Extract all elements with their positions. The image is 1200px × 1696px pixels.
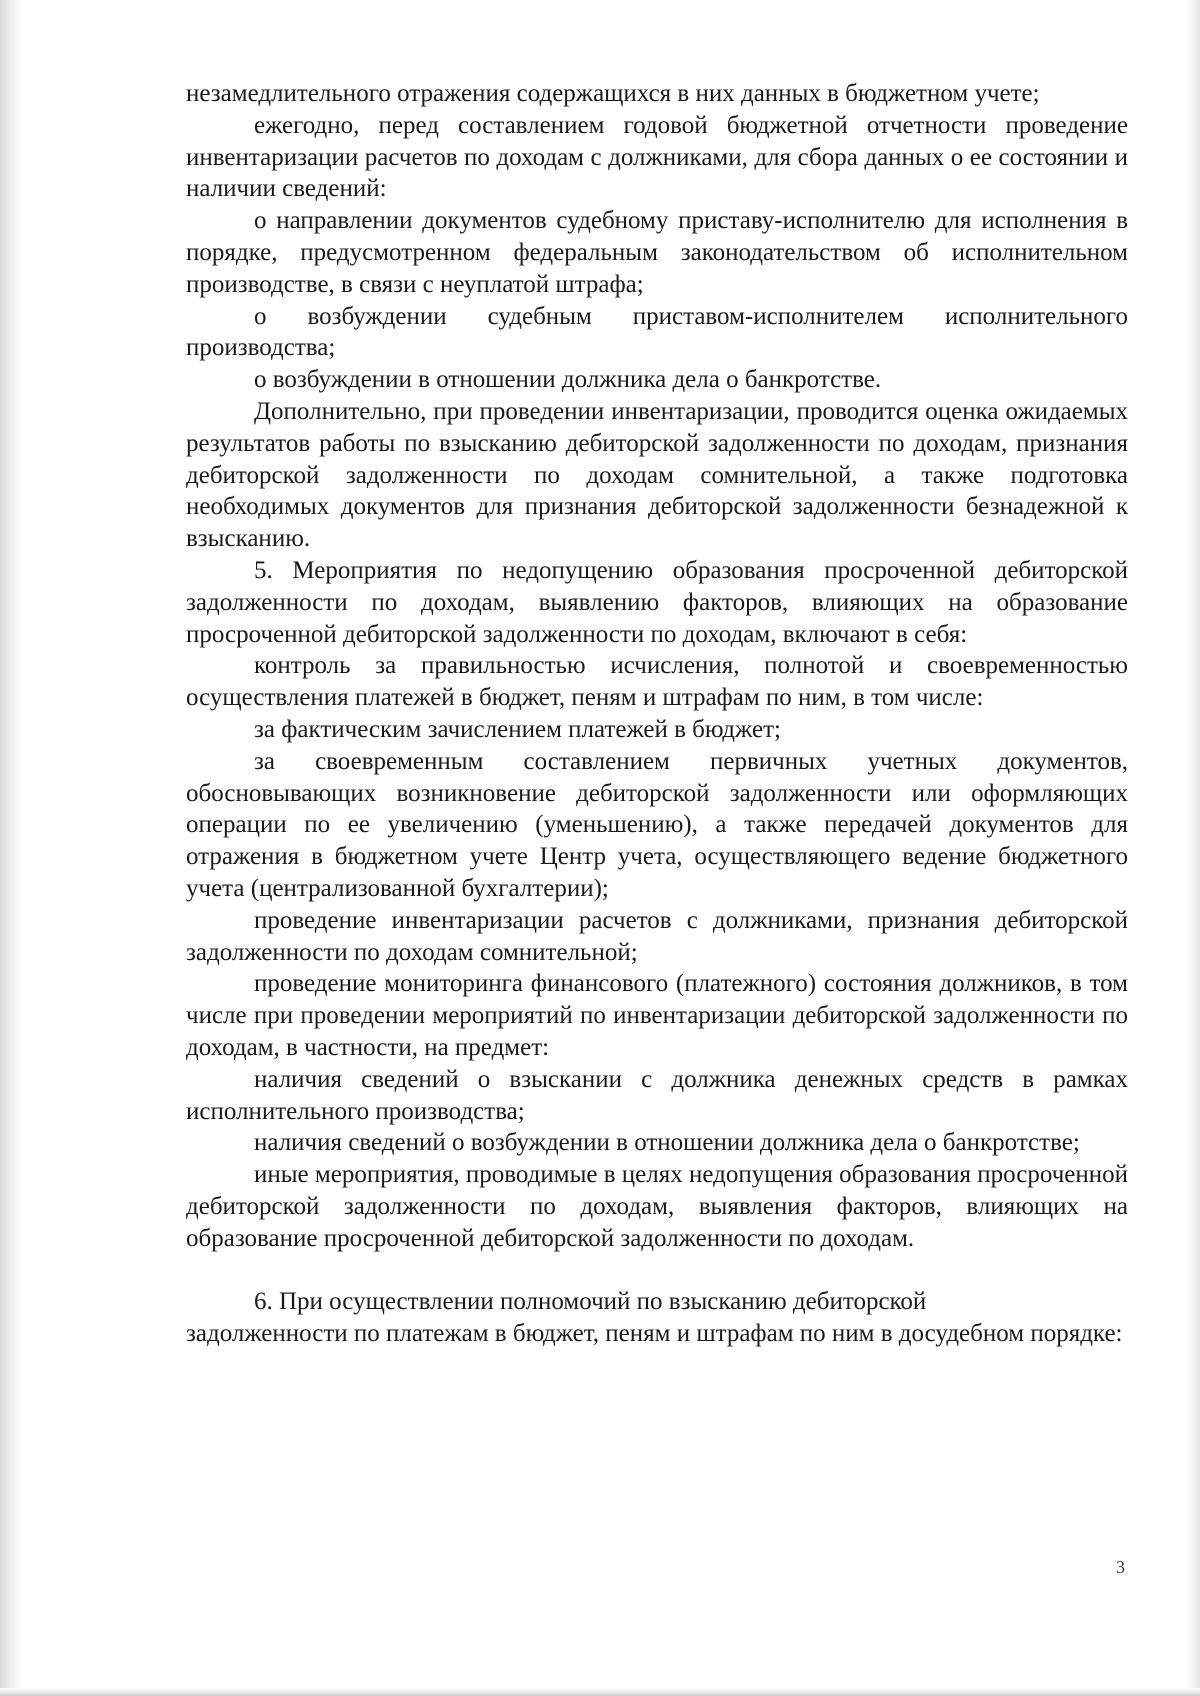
paragraph-13: наличия сведений о взыскании с должника денежных средств в рамках исполнительного производства; [186,1065,1128,1125]
paragraph-9: за фактическим зачислением платежей в бюджет; [254,715,781,743]
paragraph-17: задолженности по платежам в бюджет, пеням и штрафам по ним в досудебном порядке: [186,1320,1123,1348]
paragraph-6: Дополнительно, при проведении инвентаризации, проводится оценка ожидаемых результатов работы по взысканию дебиторской задолженности по доходам, признания дебиторской задолженности по доходам сомнительной, а также подготовка необходимых документов для признания дебиторской задолженности безнадежной к взысканию. [186,397,1128,553]
scan-shadow-right [1186,0,1200,1696]
scan-shadow-bottom [0,1688,1200,1696]
paragraph-2: ежегодно, перед составлением годовой бюджетной отчетности проведение инвентаризации расчетов по доходам с должниками, для сбора данных о ее состоянии и наличии сведений: [186,111,1128,203]
paragraph-16: 6. При осуществлении полномочий по взысканию дебиторской [254,1288,927,1316]
paragraph-1: незамедлительного отражения содержащихся в них данных в бюджетном учете; [186,80,1040,107]
paragraph-3: о направлении документов судебному приставу-исполнителю для исполнения в порядке, предусмотренном федеральным законодательством об исполнительном производстве, в связи с неуплатой штрафа; [186,207,1128,298]
paragraph-7: 5. Мероприятия по недопущению образования просроченной дебиторской задолженности по доходам, выявлению факторов, влияющих на образование просроченной дебиторской задолженности по доходам, включают в себя: [186,556,1128,648]
paragraph-15: иные мероприятия, проводимые в целях недопущения образования просроченной дебиторской задолженности по доходам, выявления факторов, влияющих на образование просроченной дебиторской задолженности по доходам. [186,1161,1128,1252]
paragraph-12: проведение мониторинга финансового (платежного) состояния должников, в том числе при проведении мероприятий по инвентаризации дебиторской задолженности по доходам, в частности, на предмет: [186,970,1128,1061]
page-number: 3 [1116,1557,1125,1577]
paragraph-14: наличия сведений о возбуждении в отношении должника дела о банкротстве; [254,1129,1080,1157]
paragraph-5: о возбуждении в отношении должника дела о банкротстве. [254,366,882,394]
paragraph-8: контроль за правильностью исчисления, полнотой и своевременностью осуществления платежей в бюджет, пеням и штрафам по ним, в том числе: [186,652,1128,712]
paragraph-4: о возбуждении судебным приставом-исполнителем исполнительного производства; [186,302,1128,362]
paragraph-11: проведение инвентаризации расчетов с должниками, признания дебиторской задолженности по доходам сомнительной; [186,906,1128,966]
document-body [186,78,1128,1350]
scan-shadow-left [0,0,22,1696]
paragraph-10: за своевременным составлением первичных учетных документов, обосновывающих возникновение дебиторской задолженности или оформляющих операции по ее увеличению (уменьшению), а также передачей документов для отражения в бюджетном учете Центр учета, осуществляющего ведение бюджетного учета (централизованной бухгалтерии); [186,747,1128,902]
